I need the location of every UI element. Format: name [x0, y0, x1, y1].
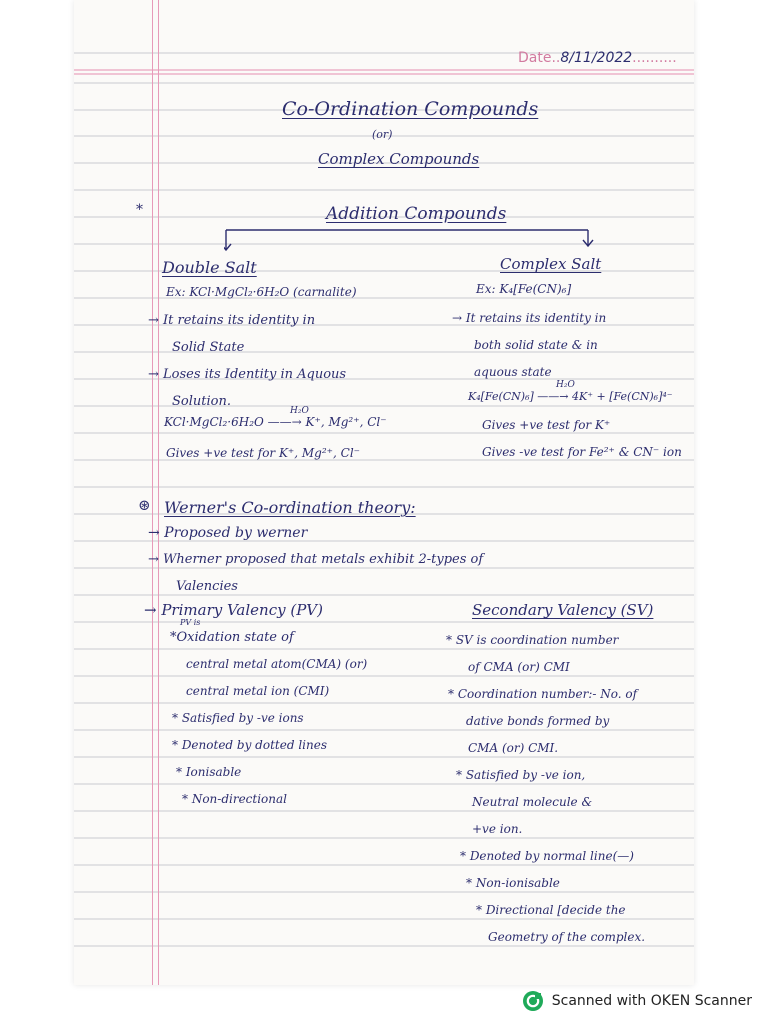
branch-bracket	[224, 226, 594, 254]
primary-item: * Satisfied by -ve ions	[172, 711, 304, 725]
werner-line3: Valencies	[176, 579, 238, 594]
complex-salt-test2: Gives -ve test for Fe²⁺ & CN⁻ ion	[482, 445, 682, 459]
oken-scanner-logo-icon	[522, 990, 544, 1012]
secondary-item: Geometry of the complex.	[488, 930, 646, 944]
scanner-watermark-text: Scanned with OKEN Scanner	[551, 993, 752, 1009]
section-heading: Addition Compounds	[326, 204, 507, 224]
double-salt-point2-line1: → Loses its Identity in Aquous	[148, 367, 347, 382]
complex-salt-point1-line2: both solid state & in	[474, 338, 598, 352]
secondary-valency-heading: Secondary Valency (SV)	[472, 601, 654, 619]
primary-item: *Oxidation state of	[170, 630, 294, 645]
primary-item: * Denoted by dotted lines	[172, 738, 327, 752]
complex-salt-example: Ex: K₄[Fe(CN)₆]	[476, 282, 572, 296]
secondary-item: * Non-ionisable	[466, 876, 560, 890]
primary-item: * Ionisable	[176, 765, 242, 779]
complex-salt-equation: K₄[Fe(CN)₆] ——→ 4K⁺ + [Fe(CN)₆]⁴⁻	[468, 390, 673, 403]
primary-pv-is-label: PV is	[180, 618, 201, 627]
date-value: 8/11/2022	[560, 50, 633, 66]
circled-star-icon: ⊛	[138, 496, 151, 514]
primary-item: central metal atom(CMA) (or)	[186, 657, 368, 671]
date-field: Date..8/11/2022..........	[518, 50, 677, 66]
primary-item: central metal ion (CMI)	[186, 684, 330, 698]
secondary-item: dative bonds formed by	[466, 714, 610, 728]
scanner-watermark	[522, 988, 752, 1014]
werner-heading: Werner's Co-ordination theory:	[164, 498, 416, 517]
complex-salt-point1-line1: → It retains its identity in	[452, 311, 607, 325]
double-salt-heading: Double Salt	[162, 258, 257, 277]
primary-valency-heading: → Primary Valency (PV)	[144, 601, 323, 619]
secondary-item: * SV is coordination number	[446, 633, 619, 647]
complex-salt-test1: Gives +ve test for K⁺	[482, 418, 611, 432]
secondary-item: CMA (or) CMI.	[468, 741, 559, 755]
margin-line-right	[158, 0, 159, 985]
ruled-lines	[74, 0, 694, 985]
title-or: (or)	[372, 128, 393, 141]
complex-salt-equation-note: H₂O	[556, 380, 575, 390]
double-salt-example: Ex: KCl·MgCl₂·6H₂O (carnalite)	[166, 285, 357, 299]
notebook-page	[74, 0, 694, 985]
primary-item: * Non-directional	[182, 792, 288, 806]
page-title: Co-Ordination Compounds	[282, 98, 539, 120]
star-bullet: *	[136, 202, 143, 218]
secondary-item: Neutral molecule &	[472, 795, 593, 809]
subtitle: Complex Compounds	[318, 150, 480, 168]
double-salt-point1-line2: Solid State	[172, 340, 245, 355]
complex-salt-heading: Complex Salt	[500, 255, 602, 273]
secondary-item: * Satisfied by -ve ion,	[456, 768, 586, 782]
werner-line2: → Wherner proposed that metals exhibit 2-types of	[148, 552, 484, 567]
complex-salt-point1-line3: aquous state	[474, 365, 552, 379]
double-salt-equation-note: H₂O	[290, 406, 309, 416]
secondary-item: of CMA (or) CMI	[468, 660, 570, 674]
date-label: Date	[518, 50, 552, 66]
secondary-item: * Denoted by normal line(—)	[460, 849, 634, 863]
double-salt-equation: KCl·MgCl₂·6H₂O ——→ K⁺, Mg²⁺, Cl⁻	[164, 415, 387, 429]
secondary-item: * Coordination number:- No. of	[448, 687, 638, 701]
margin-line-left	[152, 0, 153, 985]
werner-line1: → Proposed by werner	[148, 525, 308, 541]
secondary-item: * Directional [decide the	[476, 903, 626, 917]
double-salt-point1-line1: → It retains its identity in	[148, 313, 316, 328]
double-salt-test: Gives +ve test for K⁺, Mg²⁺, Cl⁻	[166, 446, 360, 460]
secondary-item: +ve ion.	[472, 822, 523, 836]
double-salt-point2-line2: Solution.	[172, 394, 231, 409]
